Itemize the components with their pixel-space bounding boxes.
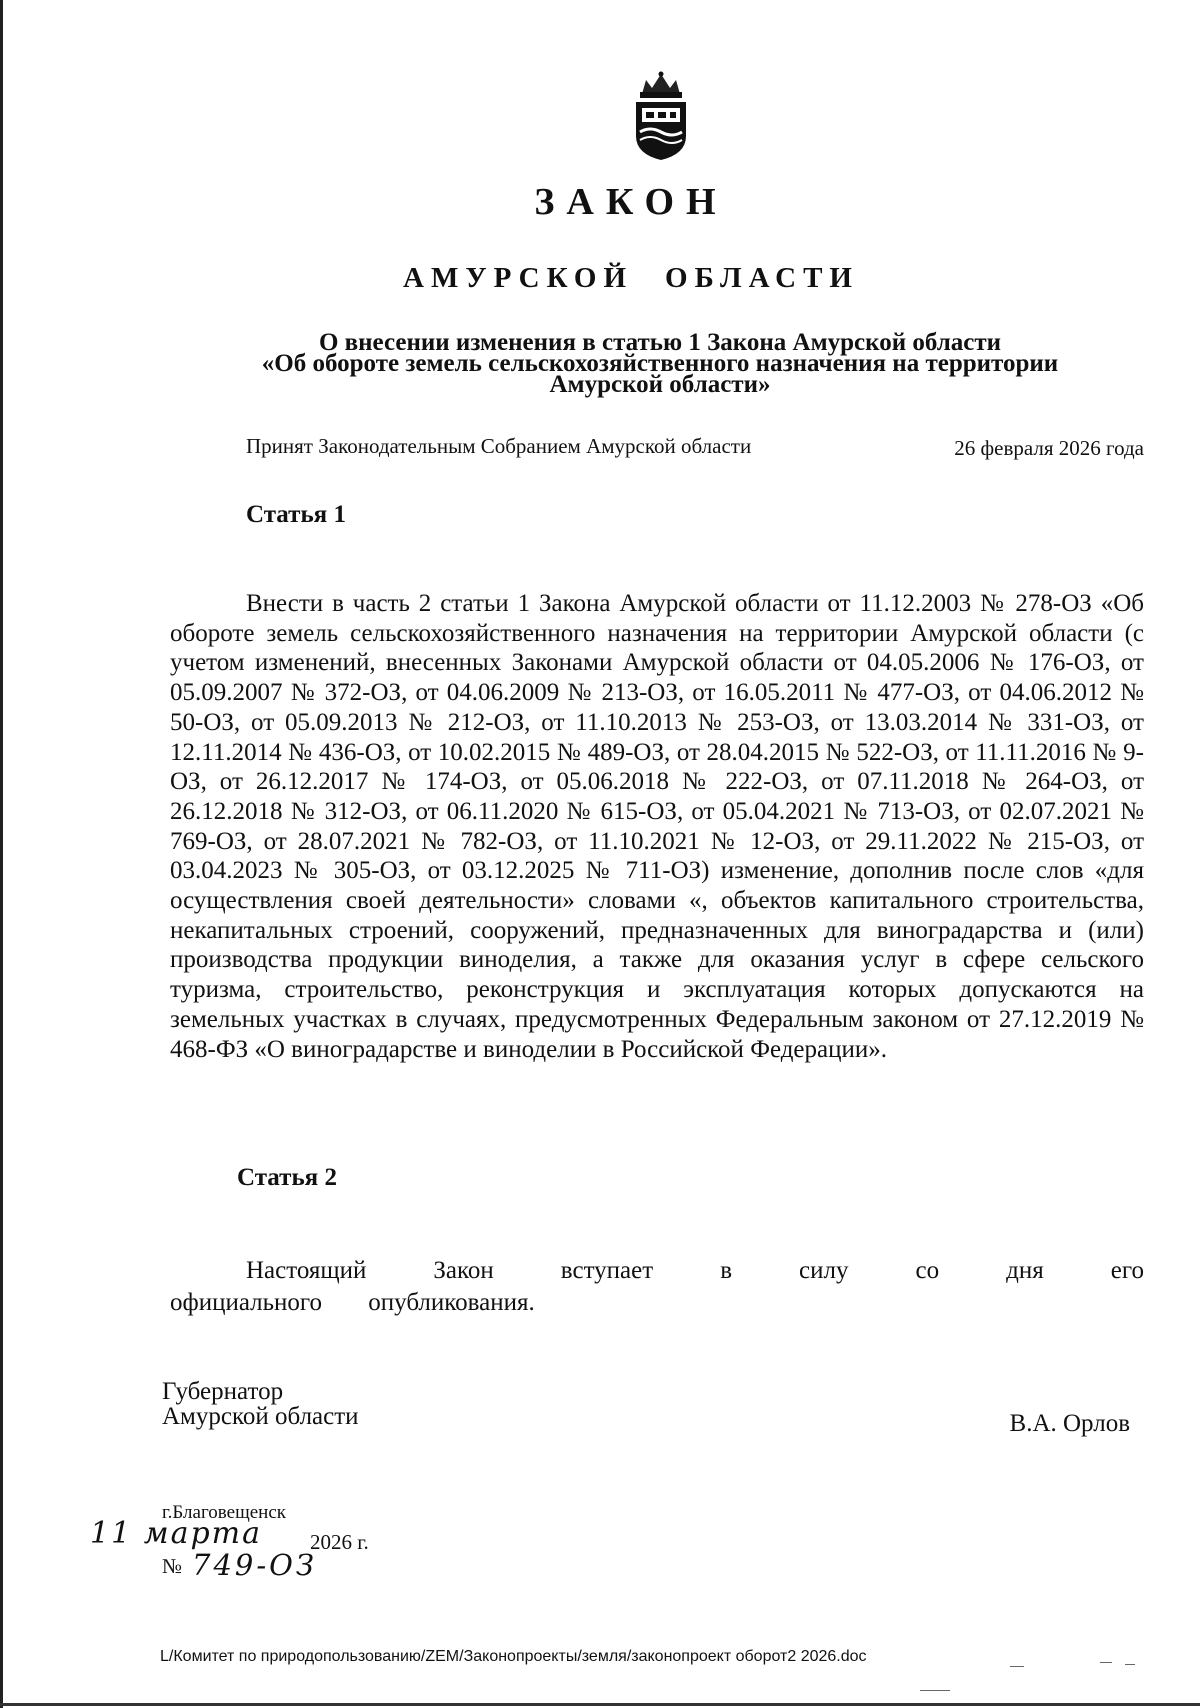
law-name-line-1: О внесении изменения в статью 1 Закона Амурской области — [318, 329, 1002, 356]
scan-edge-bottom — [0, 1703, 1200, 1706]
handwritten-date: 11 марта — [90, 1516, 263, 1551]
signatory-position — [162, 1379, 359, 1429]
signatory-position-line-1: Губернатор — [162, 1378, 284, 1405]
article-2-heading: Статья 2 — [237, 1164, 337, 1191]
region-word-1: АМУРСКОЙ — [403, 262, 634, 294]
law-name-line-2: «Об обороте земель сельскохозяйственного назначения на территории — [261, 350, 1059, 377]
article-1-heading: Статья 1 — [246, 501, 346, 528]
coat-of-arms-emblem-icon — [628, 70, 694, 162]
scan-mark — [1010, 1666, 1024, 1667]
file-path: L/Комитет по природопользованию/ZEM/Законопроекты/земля/законопроект оборот2 2026.doc — [160, 1648, 867, 1665]
handwritten-number: 749-ОЗ — [192, 1548, 317, 1582]
scan-mark — [1125, 1664, 1135, 1665]
number-prefix: № — [162, 1554, 183, 1578]
region-subtitle — [0, 262, 1200, 295]
date-year: 2026 г. — [310, 1530, 369, 1554]
city: г.Благовещенск — [162, 1502, 286, 1523]
scan-edge-left — [0, 0, 3, 1708]
law-name-line-3: Амурской области» — [549, 371, 771, 398]
adopted-by: Принят Законодательным Собранием Амурской области — [246, 434, 752, 458]
article-1-text: Внести в часть 2 статьи 1 Закона Амурской области от 11.12.2003 № 278-ОЗ «Об обороте земель сельскохозяйственного назначения на территории Амурской области (с учетом изменений, внесенных Законами Амурской области от 04.05.2006 № 176-ОЗ, от 05.09.2007 № 372-ОЗ, от 04.06.2009 № 213-ОЗ, от 16.05.2011 № 477-ОЗ, от 04.06.2012 № 50-ОЗ, от 05.09.2013 № 212-ОЗ, от 11.10.2013 № 253-ОЗ, от 13.03.2014 № 331-ОЗ, от 12.11.2014 № 436-ОЗ, от 10.02.2015 № 489-ОЗ, от 28.04.2015 № 522-ОЗ, от 11.11.2016 № 9-ОЗ, от 26.12.2017 № 174-ОЗ, от 05.06.2018 № 222-ОЗ, от 07.11.2018 № 264-ОЗ, от 26.12.2018 № 312-ОЗ, от 06.11.2020 № 615-ОЗ, от 05.04.2021 № 713-ОЗ, от 02.07.2021 № 769-ОЗ, от 28.07.2021 № 782-ОЗ, от 11.10.2021 № 12-ОЗ, от 29.11.2022 № 215-ОЗ, от 03.04.2023 № 305-ОЗ, от 03.12.2025 № 711-ОЗ) изменение, дополнив после слов «для осуществления своей деятельности» словами «, объектов капитального строительства, некапитальных строений, сооружений, предназначенных для виноградарства и (или) производства продукции виноделия, а также для оказания услуг в сфере сельского туризма, строительство, реконструкция и эксплуатация которых допускаются на земельных участках в случаях, предусмотренных Федеральным законом от 27.12.2019 № 468-ФЗ «О виноградарстве и виноделии в Российской Федерации». — [170, 590, 1144, 1063]
scan-mark — [920, 1690, 950, 1691]
region-word-2: ОБЛАСТИ — [665, 262, 859, 294]
adopted-date: 26 февраля 2026 года — [954, 436, 1144, 460]
law-name — [180, 329, 1140, 398]
document-title: ЗАКОН — [534, 181, 728, 223]
article-2-text: Настоящий Закон вступает в силу со дня его официального опубликования. — [170, 1257, 1144, 1316]
signatory-name: В.А. Орлов — [1009, 1410, 1130, 1437]
scan-mark — [1100, 1662, 1112, 1663]
signatory-position-line-2: Амурской области — [162, 1403, 359, 1430]
